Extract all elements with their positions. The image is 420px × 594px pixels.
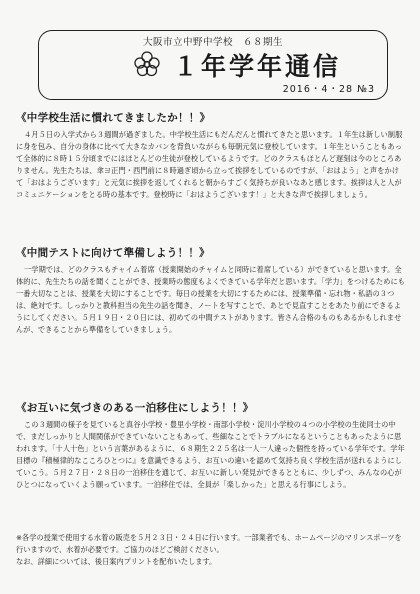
section-body: 一学期では、どのクラスもチャイム着席（授業開始のチャイムと同時に着席している）ができていると思います。全体的に、先生たちの話を聞くことができ、授業時の態度もよくできている学年だと思います。「学力」をつけるためにも一番大切なことは、授業を大切にすることです。毎日の授業を大切にするためには、授業準備・忘れ物・私語の３つは、絶対です。しっかりと教科担当の先生の話を聞き、ノートを写すことで、あとで見直すことをあたり前にできるようにしてください。５月１９日・２０日には、初めての中間テストがあります。皆さん合格のものもあるかもしれませんが、できることから準備をしていきましょう。 (16, 265, 406, 334)
section-midterm-prep (16, 245, 406, 336)
section-heading: 《お互いに気づきのある一泊移住にしよう！！》 (16, 402, 254, 414)
note-details: なお、詳細については、後日案内プリントを配布いたします。 (16, 557, 217, 566)
issue-number: №3 (357, 84, 375, 95)
section-heading: 《中学校生活に慣れてきましたか！！》 (16, 112, 211, 124)
section-body: この３週間の様子を見ていると真谷小学校・豊里小学校・南部小学校・淀川小学校の４つの小学校の生徒同士の中で、まだしっかりと人間関係ができていないこともあって、些細なことでトラブルになるということもあったように思われます。「十人十色」という言葉があるように、６８期生２２５名は一人一人違った個性を持っている学年です。学年目標の『積極律的なこころひとつに』を意識できるよう、お互いの違いを認めて気持ち良く学校生活が送れるようにしていこう。５月２７日・２８日の一泊移住を通じて、お互いに新しい発見ができるとともに、少しずつ、みんなの心がひとつになっていくよう願っています。一泊移住では、全員が「楽しかった」と思える行事にしよう。 (16, 420, 405, 489)
notes-block (16, 532, 406, 568)
issue-info (283, 81, 375, 95)
section-heading: 《中間テストに向けて準備しよう！！》 (16, 247, 210, 259)
section-body: ４月５日の入学式から３週間が過ぎました。中学校生活にもだんだんと慣れてきたと思います。１年生は新しい制服に身を包み、自分の身体に比べて大きなカバンを背負いながらも毎朝元気に登校しています。１年生ということもあって全体的に８時１５分頃までにはほとんどの生徒が登校しているようです。どのクラスもほとんど遅刻は今のところありません。先生たちは、傘ヨ正門・西門前に８時過ぎ頃から立って挨拶をしているのですが、「おはよう」と声をかけて「おはようございます」と元気に挨拶を返してくれると朝からすごく気持ちが良いなあと感じます。挨拶は人と人がコミュニケーションをとる時の基本です。登校時に「おはようございます！」と大きな声で挨拶しましょう。 (16, 130, 403, 199)
note-swimsuit: ※各学の授業で使用する水着の販売を５月２３日・２４日に行います。一部業者でも、ホームページのマリンスポーツを行いますので、水着が必要です。ご協力のほどご検討ください。 (16, 533, 402, 554)
flower-emblem-icon (133, 51, 161, 77)
section-overnight-trip (16, 400, 406, 491)
issue-date: 2016・4・28 (282, 84, 354, 95)
school-name: 大阪市立中野中学校 ６８期生 (142, 37, 283, 48)
masthead (38, 30, 388, 100)
newsletter-title: １年学年通信 (173, 52, 342, 81)
section-school-life (16, 110, 406, 201)
